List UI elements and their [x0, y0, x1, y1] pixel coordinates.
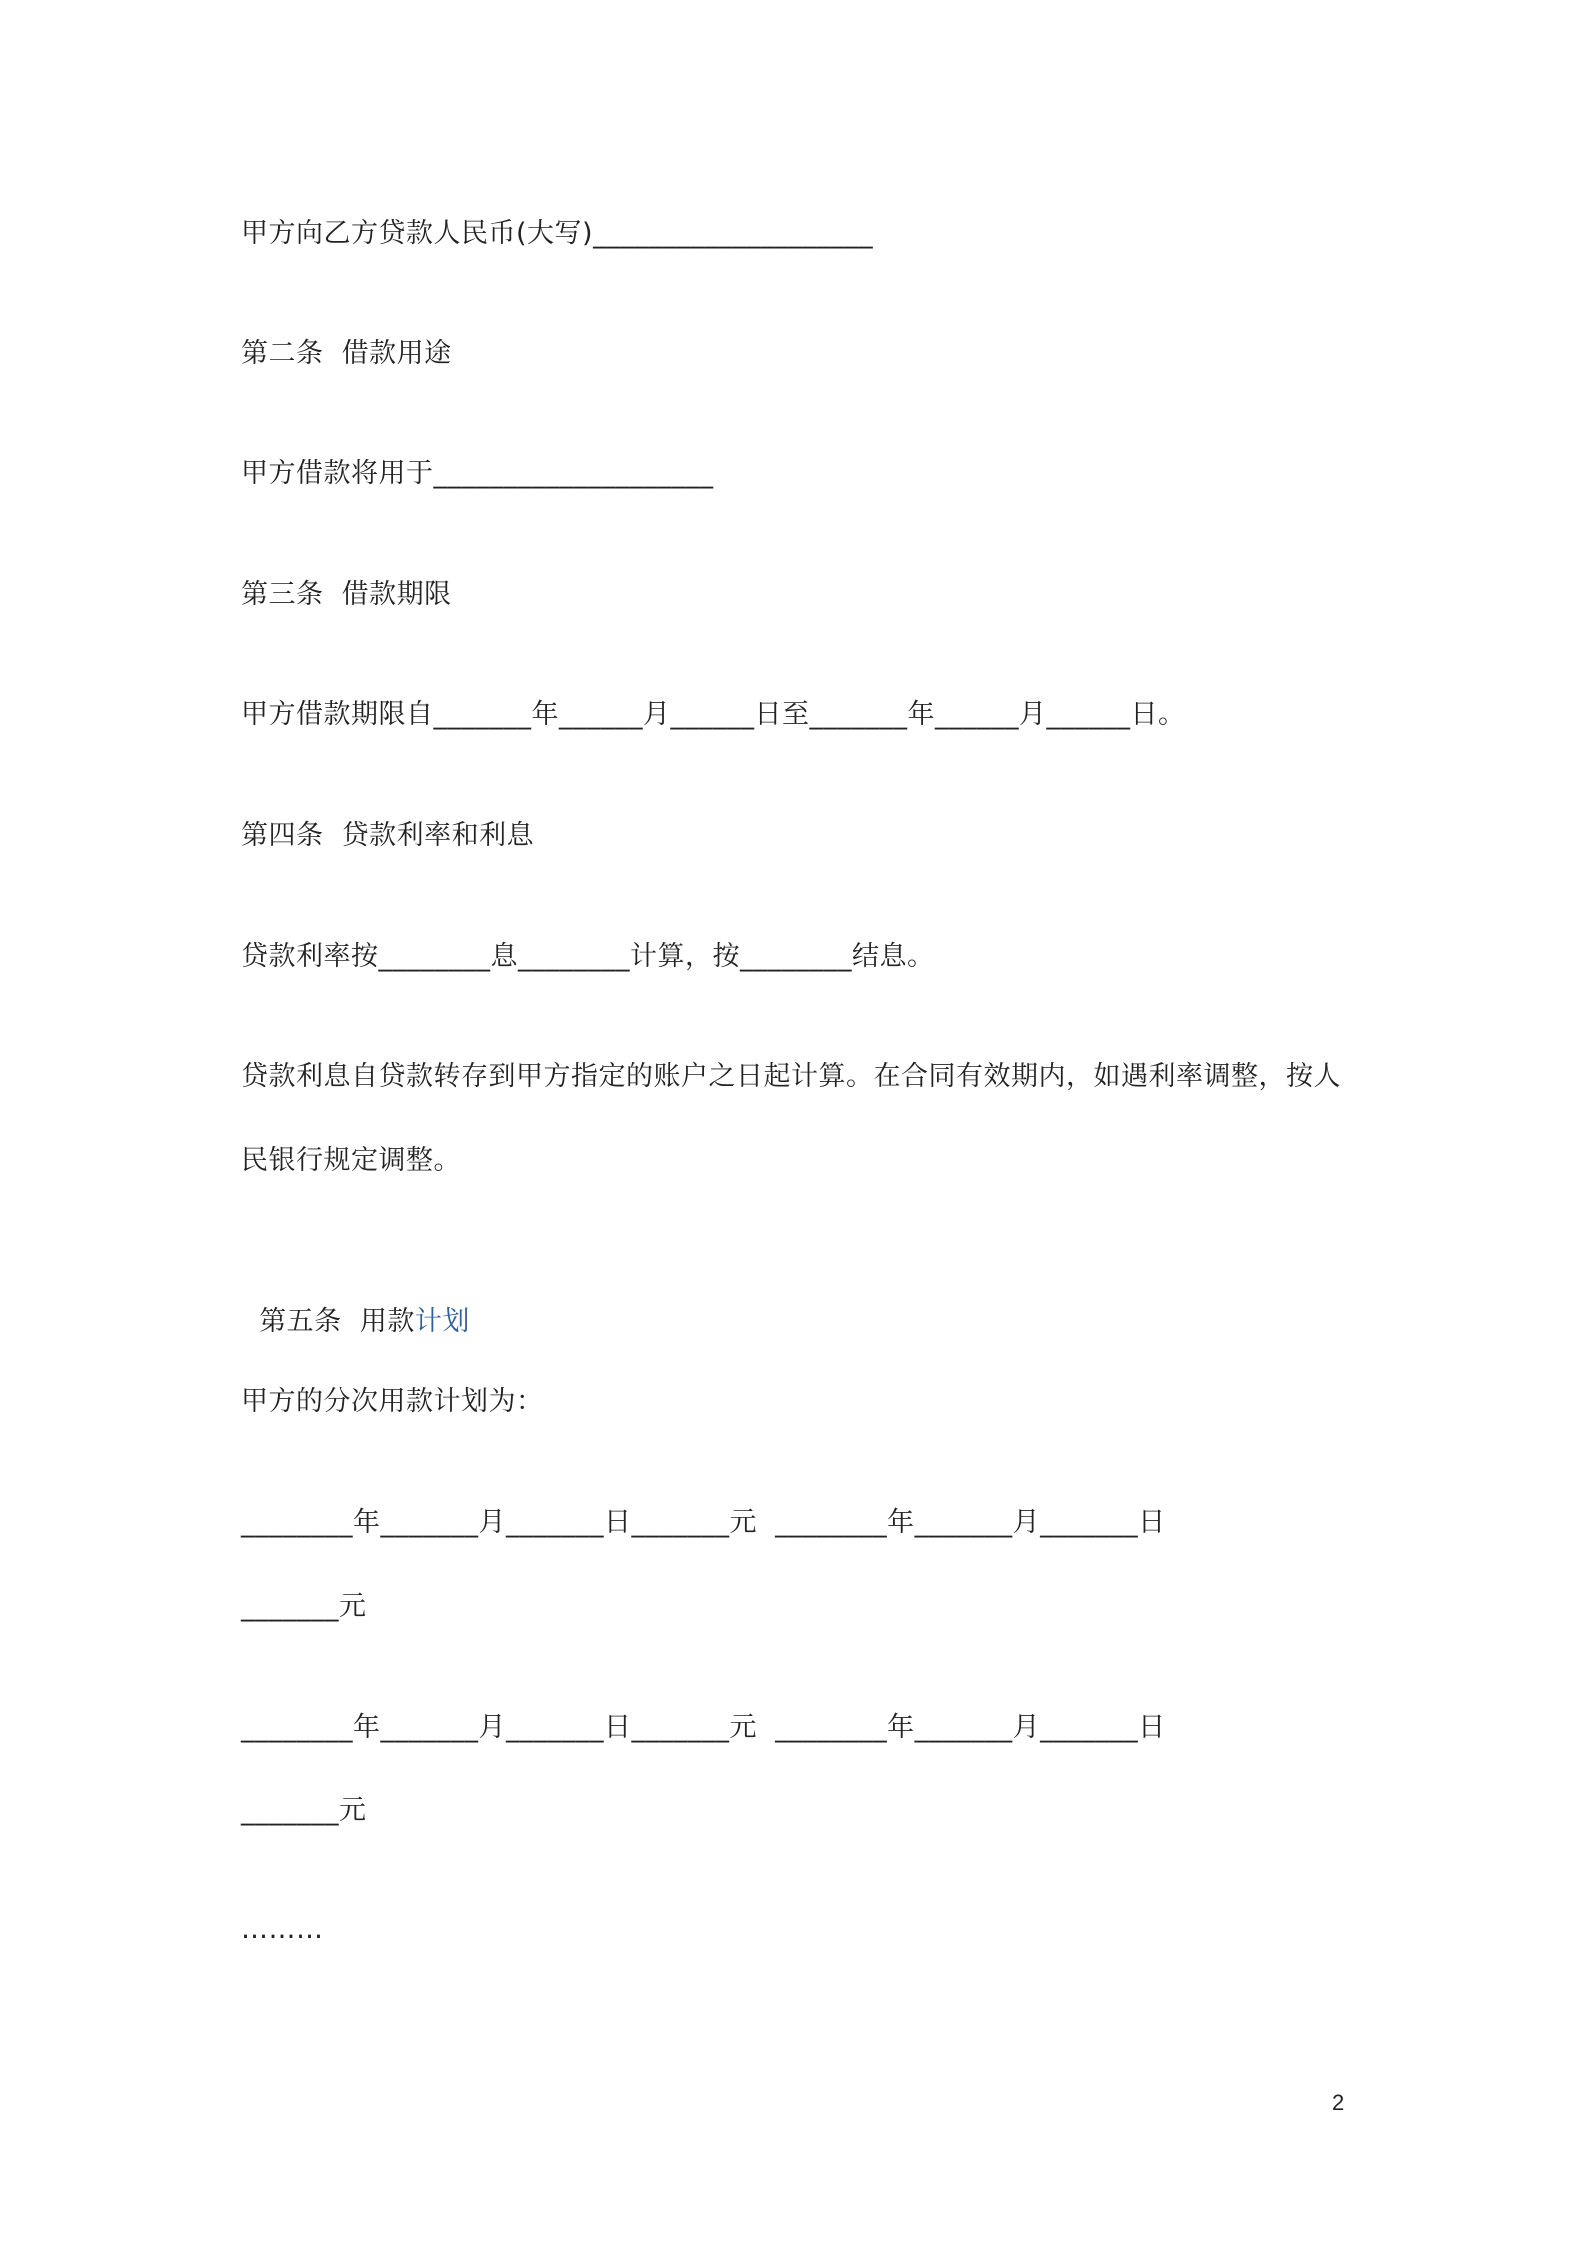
drawdown-plan-intro: 甲方的分次用款计划为： — [241, 1386, 544, 1417]
drawdown-row-1-amount: _______元 — [241, 1591, 367, 1622]
loan-purpose-line: 甲方借款将用于____________________ — [241, 458, 714, 489]
interest-calc-line-2: 民银行规定调整。 — [241, 1145, 461, 1176]
ellipsis: ……… — [241, 1914, 324, 1945]
article-3-heading: 第三条 借款期限 — [241, 579, 452, 610]
drawdown-row-2-amount: _______元 — [241, 1795, 367, 1826]
interest-rate-line: 贷款利率按________息________计算，按________结息。 — [241, 941, 935, 972]
plan-link[interactable]: 计划 — [414, 1306, 470, 1337]
article-4-heading: 第四条 贷款利率和利息 — [241, 820, 535, 851]
article-5-heading — [241, 1262, 470, 1342]
article-2-heading: 第二条 借款用途 — [241, 338, 452, 369]
article-5-prefix: 第五条 用款 — [259, 1306, 415, 1337]
loan-term-line: 甲方借款期限自_______年______月______日至_______年______月______日。 — [241, 699, 1186, 730]
drawdown-row-1: ________年_______月_______日_______元 ________年_______月_______日 — [241, 1507, 1166, 1538]
page-number: 2 — [1332, 2090, 1345, 2115]
loan-amount-line: 甲方向乙方贷款人民币(大写)____________________ — [241, 218, 874, 249]
drawdown-row-2: ________年_______月_______日_______元 ________年_______月_______日 — [241, 1712, 1166, 1743]
interest-calc-line-1: 贷款利息自贷款转存到甲方指定的账户之日起计算。在合同有效期内，如遇利率调整，按人 — [241, 1061, 1341, 1092]
